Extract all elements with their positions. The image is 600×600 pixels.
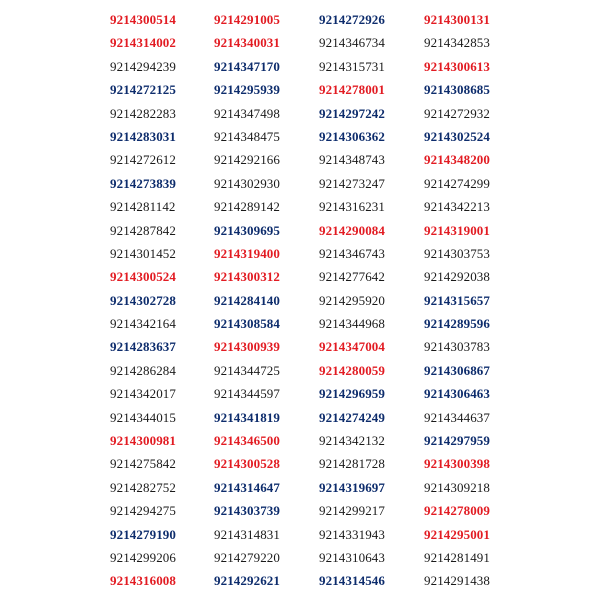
phone-number: 9214289596 [424,316,490,332]
phone-number: 9214278009 [424,503,490,519]
phone-number: 9214275842 [110,456,176,472]
phone-number: 9214287842 [110,222,176,238]
phone-number: 9214306463 [424,386,490,402]
phone-number: 9214303753 [424,245,490,261]
phone-number: 9214273247 [319,175,385,191]
phone-number: 9214342213 [424,199,490,215]
phone-number: 9214316231 [319,199,385,215]
phone-number: 9214314002 [110,35,176,51]
phone-number: 9214300514 [110,12,176,27]
phone-number: 9214319697 [319,479,385,495]
phone-number: 9214286284 [110,362,176,378]
phone-number: 9214274299 [424,175,490,191]
phone-number: 9214291005 [214,12,280,27]
phone-number: 9214344015 [110,409,176,425]
phone-number: 9214294275 [110,503,176,519]
phone-number: 9214314647 [214,479,280,495]
phone-number: 9214299217 [319,503,385,519]
phone-number: 9214300524 [110,269,176,285]
phone-number: 9214281491 [424,549,490,565]
phone-number: 9214280059 [319,362,385,378]
phone-number: 9214309695 [214,222,280,238]
phone-number: 9214300312 [214,269,280,285]
phone-number: 9214295939 [214,82,280,98]
phone-number: 9214303739 [214,503,280,519]
phone-number: 9214296959 [319,386,385,402]
phone-number: 9214281142 [110,199,176,215]
phone-number: 9214314831 [214,526,280,542]
phone-number: 9214272125 [110,82,176,98]
phone-number: 9214315731 [319,58,385,74]
phone-number: 9214316008 [110,573,176,589]
phone-number: 9214283637 [110,339,176,355]
phone-number: 9214272932 [424,105,490,121]
phone-number: 9214277642 [319,269,385,285]
phone-number: 9214297242 [319,105,385,121]
phone-number: 9214292038 [424,269,490,285]
phone-number: 9214300398 [424,456,490,472]
phone-number: 9214344597 [214,386,280,402]
number-column-2 [214,8,324,593]
phone-number: 9214302524 [424,128,490,144]
phone-number: 9214299206 [110,549,176,565]
phone-number: 9214291438 [424,573,490,589]
phone-number: 9214309218 [424,479,490,495]
phone-number: 9214348200 [424,152,490,168]
phone-number: 9214306362 [319,128,385,144]
phone-number: 9214310643 [319,549,385,565]
phone-number: 9214315657 [424,292,490,308]
phone-number: 9214292166 [214,152,280,168]
phone-number: 9214274249 [319,409,385,425]
phone-number: 9214282283 [110,105,176,121]
number-column-1 [110,8,220,593]
phone-number: 9214342132 [319,433,385,449]
phone-number: 9214347004 [319,339,385,355]
phone-number: 9214342164 [110,316,176,332]
phone-number: 9214300613 [424,58,490,74]
phone-number: 9214319400 [214,245,280,261]
number-column-3 [319,8,429,593]
phone-number: 9214344968 [319,316,385,332]
phone-number: 9214347170 [214,58,280,74]
phone-number: 9214319001 [424,222,490,238]
phone-number: 9214290084 [319,222,385,238]
phone-number: 9214308685 [424,82,490,98]
phone-number: 9214272926 [319,12,385,27]
phone-number: 9214279190 [110,526,176,542]
phone-number: 9214301452 [110,245,176,261]
phone-number: 9214303783 [424,339,490,355]
phone-number: 9214284140 [214,292,280,308]
phone-number: 9214272612 [110,152,176,168]
phone-number: 9214346734 [319,35,385,51]
phone-number: 9214302930 [214,175,280,191]
phone-number: 9214278001 [319,82,385,98]
number-column-4 [424,8,534,593]
phone-number: 9214344637 [424,409,490,425]
phone-number: 9214292621 [214,573,280,589]
phone-number: 9214295920 [319,292,385,308]
phone-number: 9214342017 [110,386,176,402]
phone-number: 9214283031 [110,128,176,144]
phone-number: 9214331943 [319,526,385,542]
phone-number: 9214340031 [214,35,280,51]
phone-number: 9214279220 [214,549,280,565]
phone-number: 9214294239 [110,58,176,74]
phone-number: 9214346743 [319,245,385,261]
phone-number: 9214342853 [424,35,490,51]
phone-number: 9214300131 [424,12,490,27]
phone-number: 9214297959 [424,433,490,449]
phone-number: 9214346500 [214,433,280,449]
phone-number: 9214341819 [214,409,280,425]
phone-number: 9214347498 [214,105,280,121]
phone-number: 9214282752 [110,479,176,495]
phone-number: 9214308584 [214,316,280,332]
phone-number: 9214348475 [214,128,280,144]
phone-number: 9214344725 [214,362,280,378]
phone-number: 9214273839 [110,175,176,191]
phone-number: 9214281728 [319,456,385,472]
phone-number: 9214314546 [319,573,385,589]
phone-number: 9214302728 [110,292,176,308]
phone-number: 9214289142 [214,199,280,215]
phone-number: 9214300939 [214,339,280,355]
phone-number: 9214306867 [424,362,490,378]
phone-number: 9214300981 [110,433,176,449]
phone-number: 9214295001 [424,526,490,542]
phone-number: 9214348743 [319,152,385,168]
phone-number: 9214300528 [214,456,280,472]
